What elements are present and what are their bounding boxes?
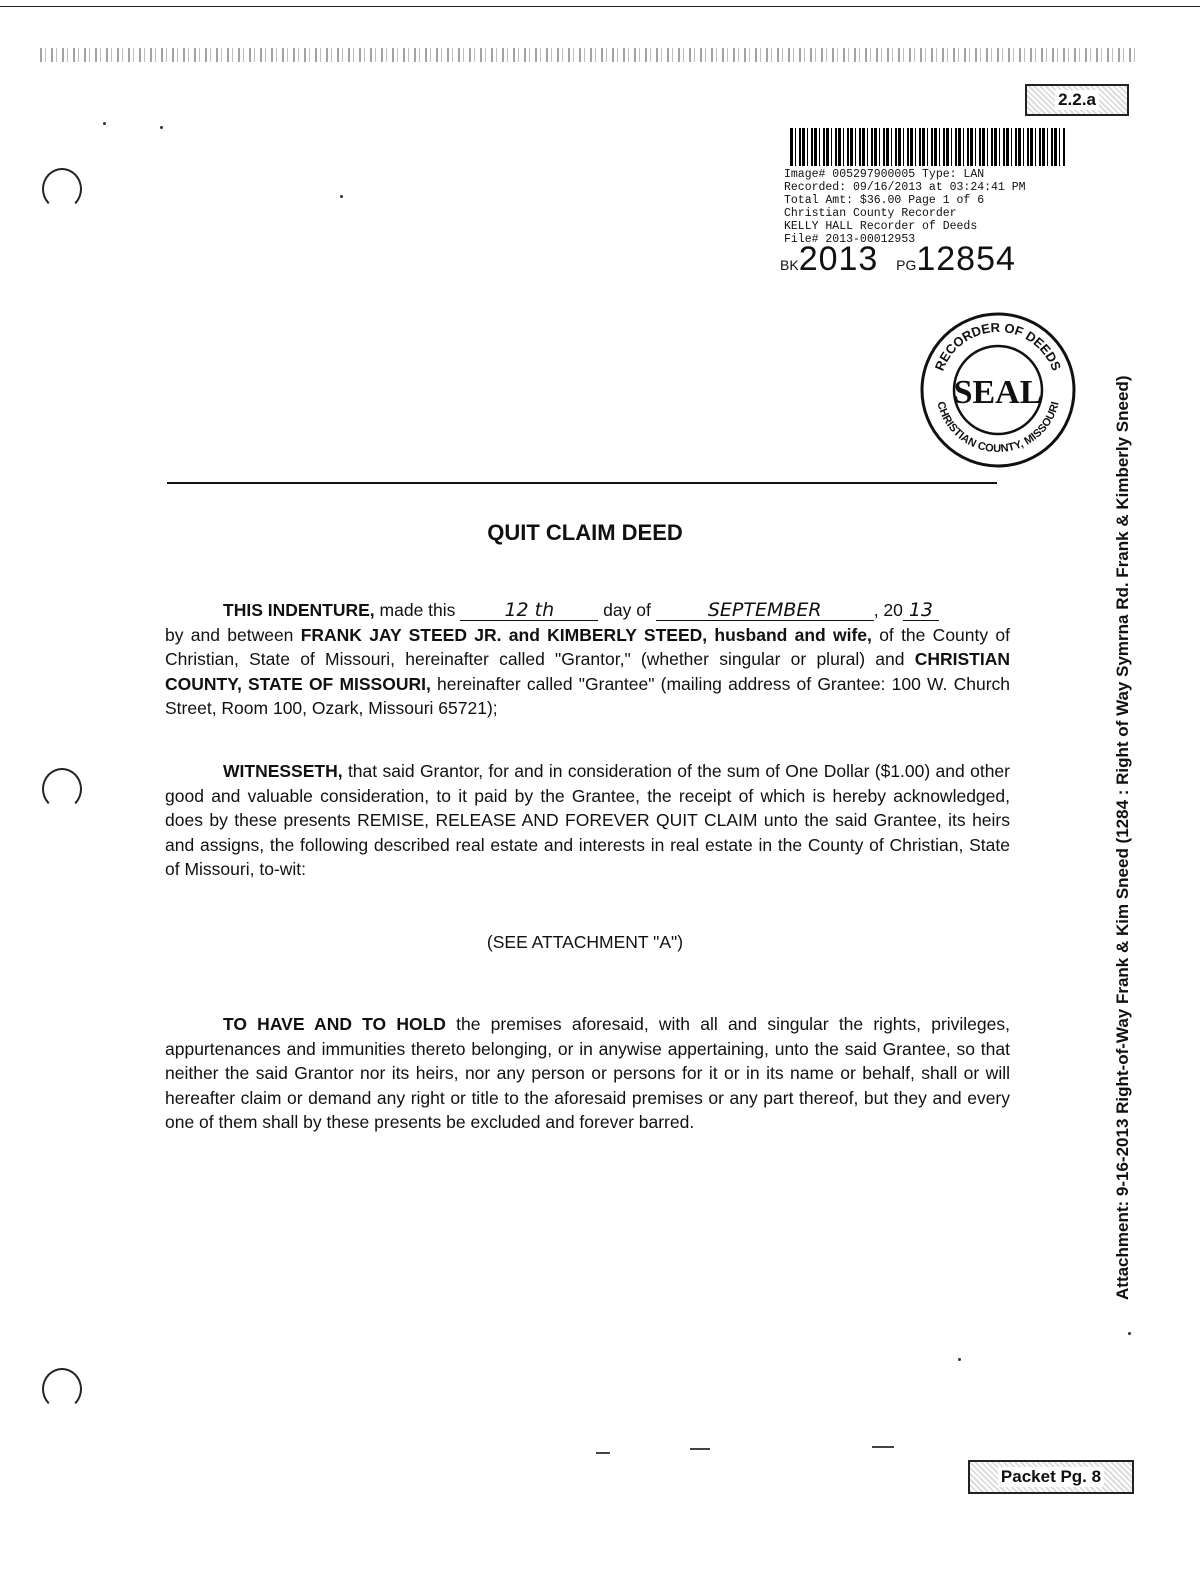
witnesseth-text: that said Grantor, for and in consideration of the sum of One Dollar ($1.00) and other good and valuable consideration, to it paid by the Grantee, the receipt of which is hereby acknowledged, does by these presents REMISE, RELEASE AND FOREVER QUIT CLAIM unto the said Grantee, its heirs and assigns, the following described real estate and interests in real estate in the County of Christian, State of Missouri, to-wit: bbox=[165, 761, 1010, 879]
habendum-lead: TO HAVE AND TO HOLD bbox=[223, 1014, 446, 1034]
scan-mark bbox=[596, 1452, 610, 1454]
scan-speck bbox=[103, 122, 106, 125]
pg-number: 12854 bbox=[916, 240, 1016, 278]
punch-hole bbox=[42, 768, 82, 810]
scan-speck bbox=[160, 126, 163, 129]
seal-ring-bottom: CHRISTIAN COUNTY, MISSOURI bbox=[934, 400, 1062, 456]
day-field: 12 th bbox=[460, 600, 598, 621]
grantee-name: CHRISTIAN COUNTY, STATE OF MISSOURI, bbox=[165, 649, 1010, 694]
seal-ring-top: RECORDER OF DEEDS bbox=[931, 319, 1065, 373]
month-field: SEPTEMBER bbox=[656, 600, 874, 621]
punch-hole bbox=[42, 1368, 82, 1410]
year-field: 13 bbox=[903, 600, 939, 621]
recording-line: KELLY HALL Recorder of Deeds bbox=[784, 220, 978, 233]
top-edge-line bbox=[0, 6, 1200, 7]
bk-number: 2013 bbox=[798, 240, 879, 278]
scan-mark bbox=[872, 1446, 894, 1448]
scan-speck bbox=[958, 1358, 961, 1361]
habendum-text: the premises aforesaid, with all and singular the rights, privileges, appurtenances and immunities thereto belonging, or in anywise appertaining, unto the said Grantee, so that neither the said Grantor nor its heirs, nor any person or persons for it or in its name or behalf, shall or will hereafter claim or demand any right or title to the aforesaid premises or any part thereof, but they and every one of them shall by these presents be excluded and forever barred. bbox=[165, 1014, 1010, 1132]
barcode bbox=[790, 128, 1065, 166]
agenda-tag-label: 2.2.a bbox=[1055, 90, 1099, 110]
witnesseth-lead: WITNESSETH, bbox=[223, 761, 343, 781]
recording-line: Total Amt: $36.00 Page 1 of 6 bbox=[784, 194, 985, 207]
header-rule bbox=[167, 482, 997, 484]
scan-speck bbox=[1128, 1332, 1131, 1335]
scan-speck bbox=[340, 195, 343, 198]
habendum-paragraph bbox=[165, 1012, 1010, 1135]
recording-info bbox=[784, 168, 1026, 246]
bk-label: BK bbox=[780, 257, 799, 273]
document-title: QUIT CLAIM DEED bbox=[487, 520, 683, 545]
grantor-names: FRANK JAY STEED JR. and KIMBERLY STEED, husband and wife, bbox=[300, 624, 872, 645]
recording-line: Image# 005297900005 Type: LAN bbox=[784, 168, 985, 181]
see-attachment: (SEE ATTACHMENT "A") bbox=[486, 932, 684, 952]
parties-lead: by and between bbox=[165, 624, 301, 645]
grantee-description: hereinafter called "Grantee" (mailing address of Grantee: 100 W. Church Street, Room 100, Ozark, Missouri 65721); bbox=[165, 673, 1011, 718]
recording-line: Christian County Recorder bbox=[784, 207, 957, 220]
seal-center-text: SEAL bbox=[953, 374, 1043, 411]
indenture-paragraph bbox=[165, 598, 1010, 721]
day-of-text: day of bbox=[598, 600, 656, 620]
agenda-tag bbox=[1025, 84, 1129, 116]
book-page-stamp bbox=[780, 240, 1016, 279]
year-prefix: , 20 bbox=[873, 600, 903, 620]
recording-line: Recorded: 09/16/2013 at 03:24:41 PM bbox=[784, 181, 1026, 194]
scan-mark bbox=[690, 1448, 710, 1450]
grantor-description: of the County of Christian, State of Missouri, hereinafter called "Grantor," (whether singular or plural) and bbox=[165, 624, 1011, 669]
recorder-seal bbox=[918, 310, 1078, 470]
recording-line: File# 2013-00012953 bbox=[784, 233, 916, 246]
attachment-side-note: Attachment: 9-16-2013 Right-of-Way Frank & Kim Sneed (1284 : Right of Way Symrna Rd. Frank & Kimberly Sneed) bbox=[1113, 375, 1132, 1300]
witnesseth-paragraph bbox=[165, 759, 1010, 882]
indenture-lead: THIS INDENTURE, bbox=[223, 600, 375, 620]
scan-noise-band bbox=[40, 48, 1140, 62]
packet-page-box bbox=[968, 1460, 1134, 1494]
pg-label: PG bbox=[896, 257, 917, 273]
made-this-text: made this bbox=[374, 600, 461, 620]
punch-hole bbox=[42, 168, 82, 210]
packet-page-label: Packet Pg. 8 bbox=[998, 1467, 1104, 1487]
